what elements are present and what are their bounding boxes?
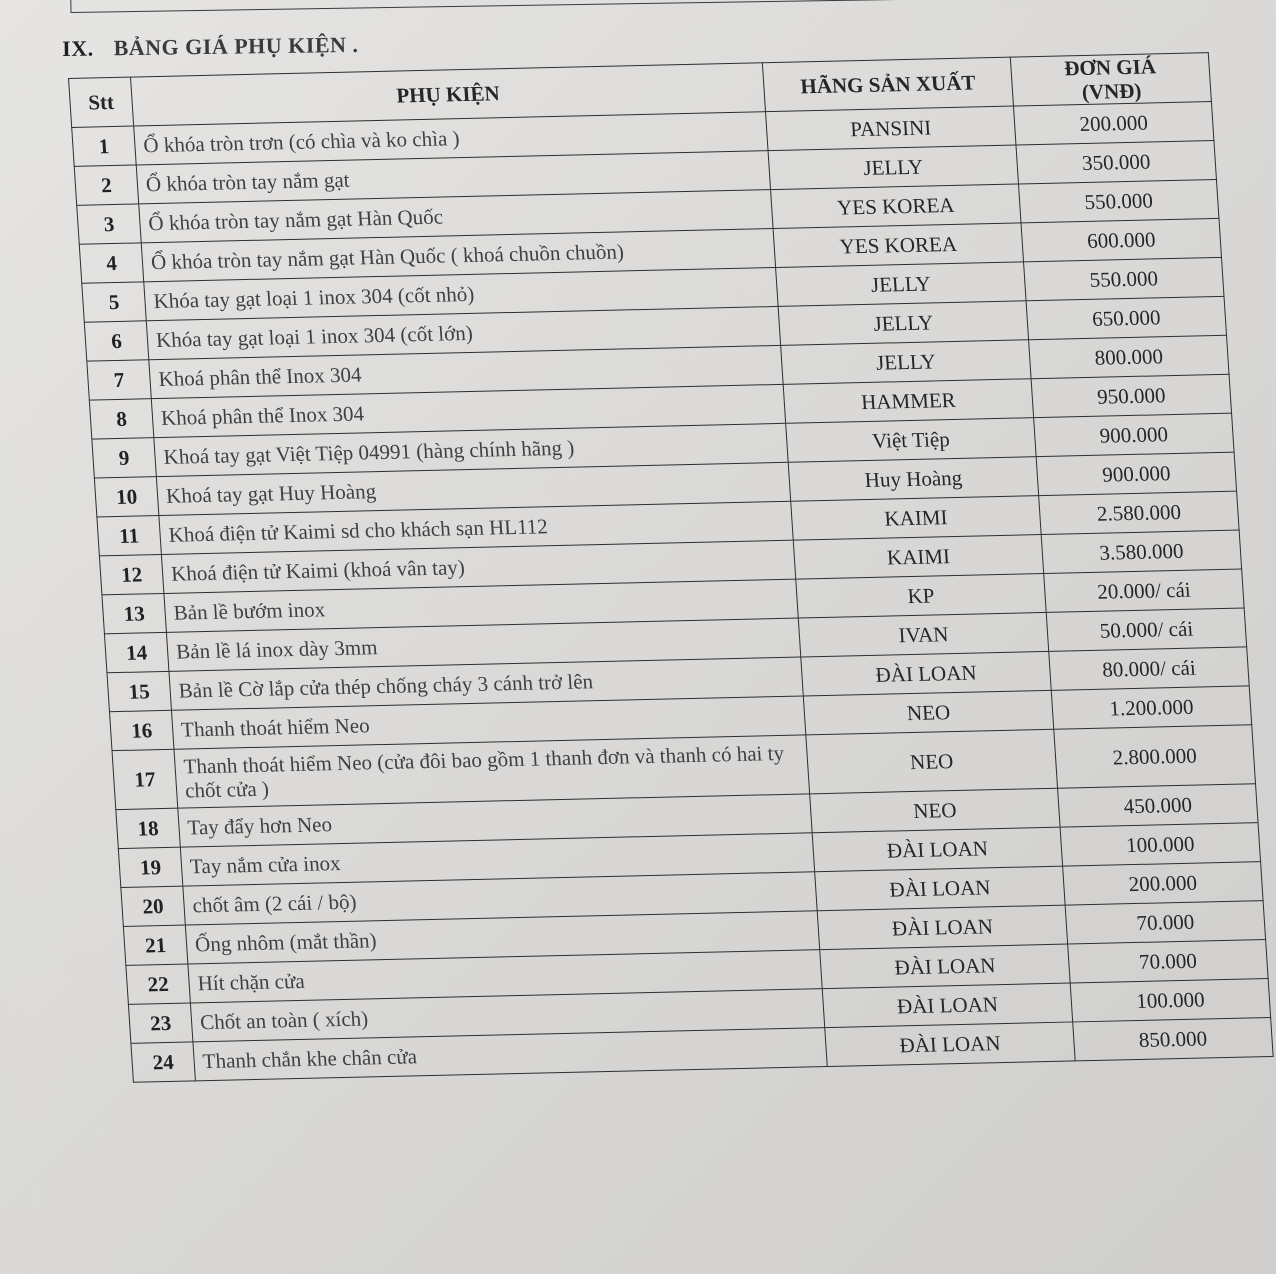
row-unit-price: 200.000	[1063, 862, 1263, 905]
row-unit-price: 850.000	[1073, 1018, 1273, 1061]
row-unit-price: 1.200.000	[1051, 686, 1251, 729]
row-stt: 2	[74, 165, 139, 205]
row-stt: 11	[97, 516, 162, 556]
row-stt: 5	[82, 282, 147, 322]
accessory-price-table	[68, 52, 1274, 1083]
row-manufacturer: JELLY	[776, 262, 1026, 307]
row-manufacturer: JELLY	[778, 301, 1028, 346]
row-accessory-name: Ổ khóa tròn trơn (có chìa và ko chìa )	[134, 112, 768, 165]
row-accessory-name: Khoá phân thể Inox 304	[151, 385, 785, 438]
row-unit-price: 350.000	[1016, 141, 1216, 184]
row-unit-price: 900.000	[1036, 452, 1236, 495]
row-unit-price: 550.000	[1024, 258, 1224, 301]
row-stt: 12	[99, 555, 164, 595]
header-unit-price	[1010, 53, 1211, 107]
row-unit-price: 70.000	[1068, 940, 1268, 983]
row-manufacturer: YES KOREA	[771, 184, 1021, 229]
row-manufacturer: NEO	[806, 730, 1058, 795]
header-unit-price-line2: (VNĐ)	[1081, 78, 1143, 105]
row-stt: 18	[116, 808, 181, 848]
row-manufacturer: ĐÀI LOAN	[815, 866, 1065, 911]
header-unit-price-line1: ĐƠN GIÁ	[1063, 54, 1157, 81]
section-number: IX.	[62, 35, 94, 61]
row-accessory-name: Khóa tay gạt loại 1 inox 304 (cốt lớn)	[146, 307, 780, 360]
row-stt: 19	[118, 847, 183, 887]
row-accessory-name: Bản lề bướm inox	[164, 579, 798, 632]
row-unit-price: 200.000	[1013, 102, 1213, 145]
row-accessory-name: Tay đẩy hơn Neo	[178, 794, 812, 847]
row-manufacturer: Việt Tiệp	[786, 418, 1036, 463]
row-stt: 9	[92, 438, 157, 478]
row-manufacturer: KAIMI	[791, 496, 1041, 541]
section-title	[62, 32, 359, 62]
row-manufacturer: ĐÀI LOAN	[812, 827, 1062, 872]
row-unit-price: 50.000/ cái	[1046, 608, 1246, 651]
row-stt: 13	[102, 594, 167, 634]
row-manufacturer: ĐÀI LOAN	[801, 652, 1051, 697]
row-stt: 4	[79, 243, 144, 283]
row-manufacturer: NEO	[810, 789, 1060, 834]
row-accessory-name: Hít chặn cửa	[188, 950, 822, 1003]
row-accessory-name: Ống nhôm (mắt thần)	[185, 911, 819, 964]
row-stt: 1	[72, 126, 137, 166]
header-manufacturer: HÃNG SẢN XUẤT	[762, 57, 1013, 112]
row-stt: 23	[128, 1003, 193, 1043]
row-stt: 16	[109, 711, 174, 751]
row-stt: 17	[112, 750, 178, 810]
row-accessory-name: Ổ khóa tròn tay nắm gạt Hàn Quốc ( khoá chuồn chuồn)	[141, 229, 775, 282]
row-unit-price: 100.000	[1070, 979, 1270, 1022]
row-manufacturer: Huy Hoàng	[788, 457, 1038, 502]
row-accessory-name: Thanh thoát hiểm Neo	[171, 696, 805, 749]
row-manufacturer: ĐÀI LOAN	[825, 1022, 1075, 1067]
section-heading: BẢNG GIÁ PHỤ KIỆN .	[113, 31, 359, 61]
row-stt: 22	[126, 964, 191, 1004]
row-unit-price: 550.000	[1019, 180, 1219, 223]
row-unit-price: 800.000	[1029, 336, 1229, 379]
row-accessory-name: Khoá tay gạt Việt Tiệp 04991 (hàng chính hãng )	[154, 424, 788, 477]
row-accessory-name: chốt âm (2 cái / bộ)	[183, 872, 817, 925]
row-manufacturer: ĐÀI LOAN	[822, 983, 1072, 1028]
row-manufacturer: ĐÀI LOAN	[817, 905, 1067, 950]
row-manufacturer: JELLY	[768, 145, 1018, 190]
row-accessory-name: Khóa tay gạt loại 1 inox 304 (cốt nhỏ)	[144, 268, 778, 321]
row-accessory-name: Khoá phân thể Inox 304	[149, 346, 783, 399]
row-manufacturer: IVAN	[798, 613, 1048, 658]
row-manufacturer: KAIMI	[793, 535, 1043, 580]
row-stt: 14	[104, 633, 169, 673]
row-unit-price: 100.000	[1060, 823, 1260, 866]
row-stt: 8	[89, 399, 154, 439]
row-accessory-name: Tay nắm cửa inox	[180, 833, 814, 886]
row-unit-price: 2.800.000	[1054, 725, 1256, 788]
row-stt: 10	[94, 477, 159, 517]
row-accessory-name: Khoá tay gạt Huy Hoàng	[156, 463, 790, 516]
row-manufacturer: HAMMER	[783, 379, 1033, 424]
row-unit-price: 70.000	[1065, 901, 1265, 944]
row-stt: 24	[131, 1042, 196, 1082]
row-manufacturer: NEO	[803, 691, 1053, 736]
row-unit-price: 650.000	[1026, 297, 1226, 340]
row-unit-price: 20.000/ cái	[1044, 569, 1244, 612]
row-stt: 6	[84, 321, 149, 361]
row-unit-price: 950.000	[1031, 375, 1231, 418]
header-stt: Stt	[69, 77, 134, 128]
row-stt: 7	[87, 360, 152, 400]
row-stt: 3	[77, 204, 142, 244]
row-accessory-name: Bản lề lá inox dày 3mm	[166, 618, 800, 671]
row-accessory-name: Khoá điện tử Kaimi (khoá vân tay)	[161, 540, 795, 593]
row-stt: 20	[121, 886, 186, 926]
row-manufacturer: PANSINI	[766, 106, 1016, 151]
header-accessory: PHỤ KIỆN	[131, 63, 766, 127]
row-stt: 15	[107, 672, 172, 712]
row-accessory-name: Thanh thoát hiểm Neo (cửa đôi bao gồm 1 thanh đơn và thanh có hai ty chốt cửa )	[174, 735, 810, 808]
price-table-container	[68, 52, 1274, 1083]
row-manufacturer: JELLY	[781, 340, 1031, 385]
row-unit-price: 2.580.000	[1039, 491, 1239, 534]
row-accessory-name: Ổ khóa tròn tay nắm gạt Hàn Quốc	[139, 190, 773, 243]
row-accessory-name: Bản lề Cờ lắp cửa thép chống cháy 3 cánh trở lên	[169, 657, 803, 710]
row-manufacturer: KP	[796, 574, 1046, 619]
previous-section-box	[70, 0, 1276, 13]
row-unit-price: 80.000/ cái	[1049, 647, 1249, 690]
row-accessory-name: Thanh chắn khe chân cửa	[193, 1028, 827, 1081]
row-manufacturer: YES KOREA	[773, 223, 1023, 268]
row-stt: 21	[123, 925, 188, 965]
row-unit-price: 3.580.000	[1041, 530, 1241, 573]
table-body	[72, 102, 1273, 1083]
row-unit-price: 600.000	[1021, 219, 1221, 262]
row-accessory-name: Ổ khóa tròn tay nắm gạt	[136, 151, 770, 204]
row-manufacturer: ĐÀI LOAN	[820, 944, 1070, 989]
row-accessory-name: Chốt an toàn ( xích)	[190, 989, 824, 1042]
row-unit-price: 450.000	[1058, 784, 1258, 827]
row-accessory-name: Khoá điện tử Kaimi sd cho khách sạn HL112	[159, 501, 793, 554]
row-unit-price: 900.000	[1034, 413, 1234, 456]
